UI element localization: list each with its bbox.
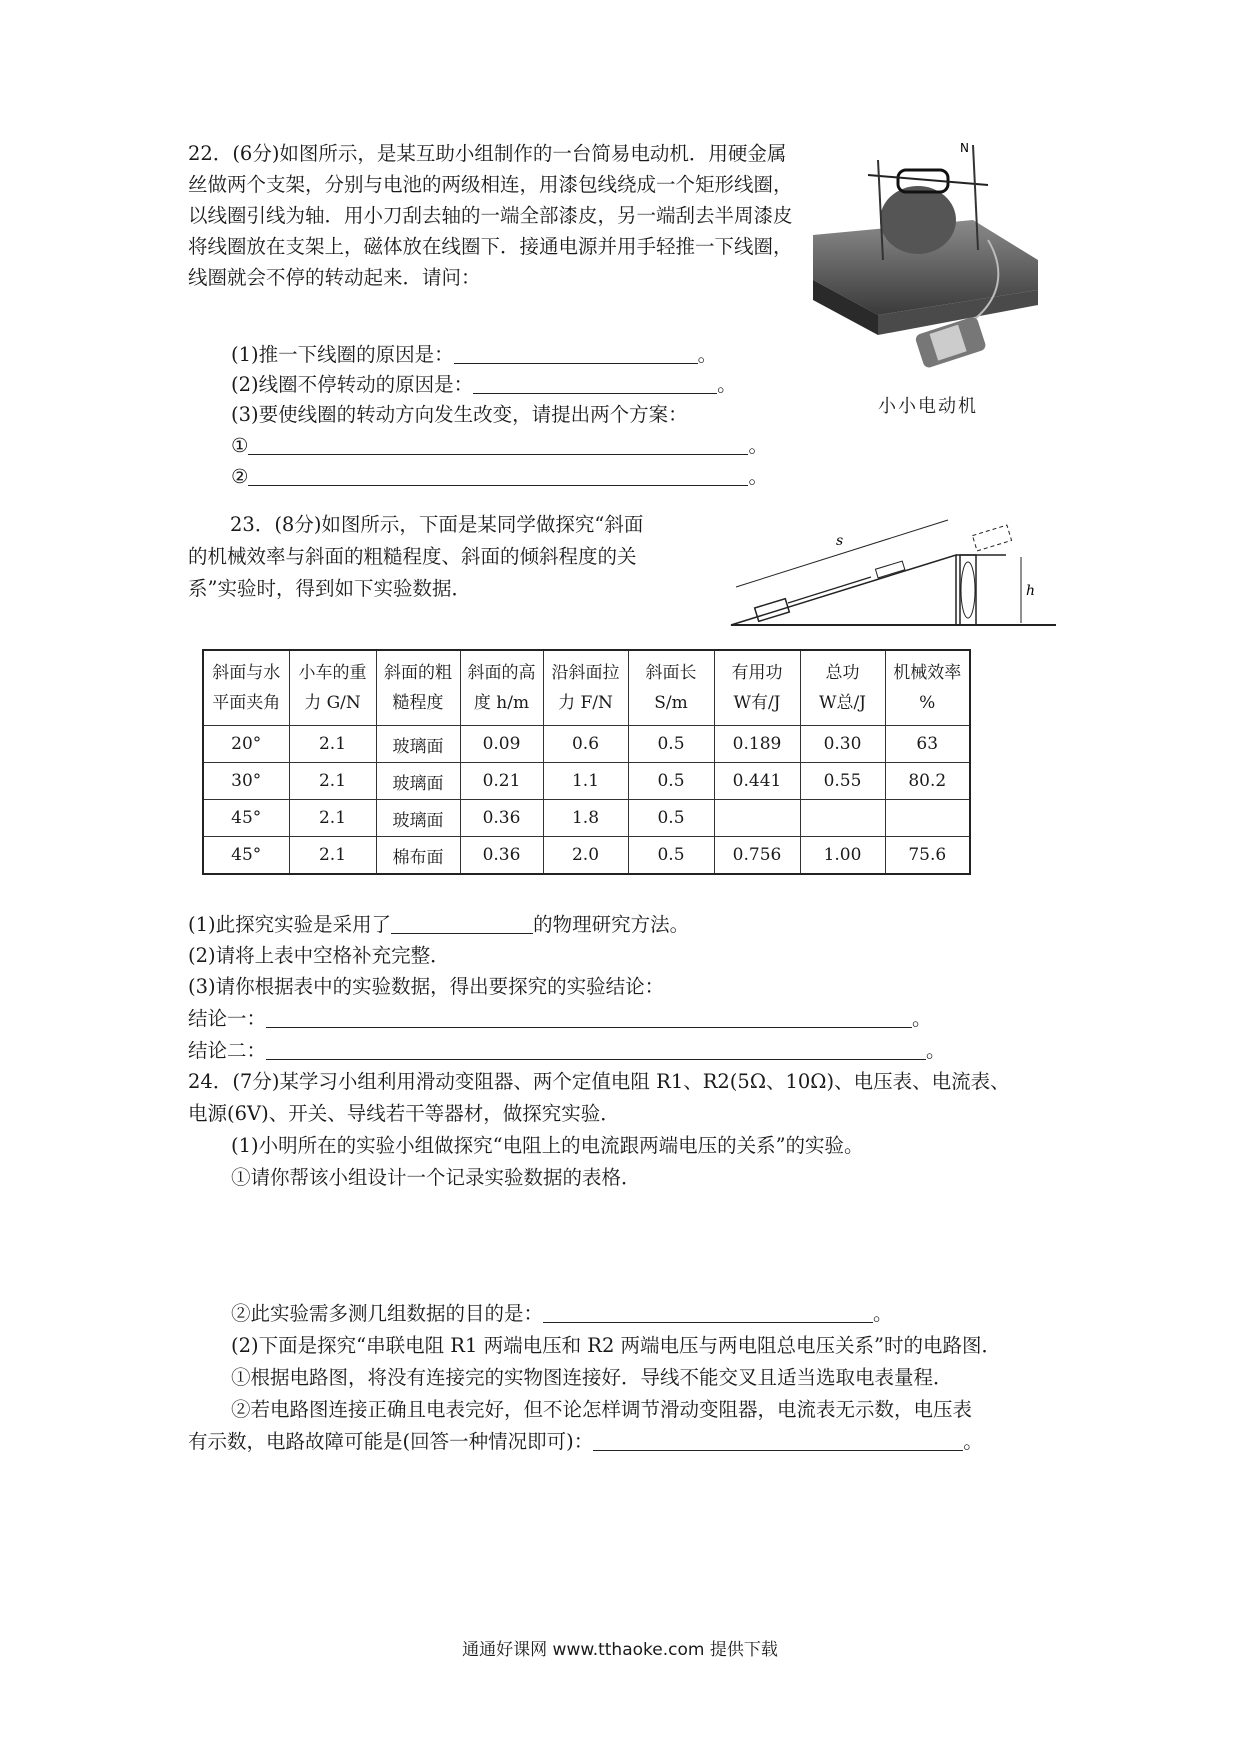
q23-line2: 的机械效率与斜面的粗糙程度、斜面的倾斜程度的关	[188, 545, 637, 568]
table-header-row	[203, 650, 970, 726]
table-header-cell: 斜面与水 平面夹角	[203, 650, 289, 726]
table-header-cell: 斜面的粗 糙程度	[376, 650, 460, 726]
q22-sub2-label: (2)线圈不停转动的原因是：	[231, 373, 474, 396]
q22-opt2-blank[interactable]	[248, 463, 748, 486]
incline-diagram	[716, 505, 1068, 633]
q22-sub2-blank[interactable]	[473, 371, 717, 394]
q22-sub1-label: (1)推一下线圈的原因是：	[231, 343, 454, 366]
q24-sub1: (1)小明所在的实验小组做探究“电阻上的电流跟两端电压的关系”的实验。	[231, 1134, 864, 1157]
q22-sub1	[231, 340, 717, 370]
q24-sub1b: ②此实验需多测几组数据的目的是： 。	[231, 1302, 893, 1325]
q23-method-blank[interactable]	[391, 911, 533, 934]
q23-sub2: (2)请将上表中空格补充完整．	[188, 944, 450, 967]
q24-line2: 电源(6V)、开关、导线若干等器材，做探究实验．	[188, 1102, 620, 1125]
incline-string	[788, 577, 871, 603]
motor-magnet	[880, 186, 956, 254]
q22-opt1	[231, 431, 768, 461]
q24-sub2b-line2: 有示数，电路故障可能是(回答一种情况即可)： 。	[188, 1430, 983, 1453]
table-empty-cell[interactable]	[714, 800, 800, 837]
table-row: 20° 2.1 玻璃面 0.09 0.6 0.5 0.189 0.30 63	[203, 726, 970, 763]
incline-slope	[731, 555, 956, 625]
q22-opt2-end: 。	[748, 465, 768, 488]
q22-opt1-blank[interactable]	[248, 432, 748, 455]
motor-photo	[808, 140, 1048, 395]
table-header-cell: 沿斜面拉 力 F/N	[543, 650, 628, 726]
page-footer: 通通好课网 www.tthaoke.com 提供下载	[462, 1640, 778, 1660]
q23-line1: 23．(8分)如图所示，下面是某同学做探究“斜面	[230, 513, 644, 536]
motor-caption: 小小电动机	[878, 396, 978, 417]
q22-sub2	[231, 370, 737, 400]
q22-sub2-end: 。	[717, 373, 737, 396]
table-header-cell: 机械效率 %	[885, 650, 970, 726]
conclusion2-blank[interactable]	[266, 1037, 926, 1060]
incline-s-arrow	[736, 520, 948, 587]
table-header-cell: 有用功 W有/J	[714, 650, 800, 726]
q24-line1: 24．(7分)某学习小组利用滑动变阻器、两个定值电阻 R1、R2(5Ω、10Ω)、电压表、电流表、	[188, 1070, 1010, 1093]
incline-cart	[755, 599, 790, 622]
incline-s-label: s	[836, 533, 844, 549]
q22-opt2	[231, 462, 768, 492]
incline-data-table	[202, 649, 971, 875]
table-row: 45° 2.1 玻璃面 0.36 1.8 0.5	[203, 800, 970, 837]
q23-conclusion2: 结论二： 。	[188, 1039, 946, 1062]
incline-support-hole	[961, 562, 975, 618]
q22-sub1-blank[interactable]	[454, 341, 698, 364]
q22-opt1-end: 。	[748, 434, 768, 457]
q23-conclusion1: 结论一： 。	[188, 1007, 932, 1030]
table-row: 30° 2.1 玻璃面 0.21 1.1 0.5 0.441 0.55 80.2	[203, 763, 970, 800]
table-header-cell: 斜面长 S/m	[628, 650, 714, 726]
q24-fault-blank[interactable]	[593, 1428, 963, 1451]
table-header-cell: 总功 W总/J	[800, 650, 885, 726]
incline-support	[960, 555, 976, 625]
incline-cart-dashed	[972, 525, 1011, 551]
q23-line3: 系”实验时，得到如下实验数据．	[188, 577, 471, 600]
table-header-cell: 小车的重 力 G/N	[289, 650, 376, 726]
q24-sub1a: ①请你帮该小组设计一个记录实验数据的表格．	[231, 1166, 641, 1189]
q22-stem: 22．(6分)如图所示，是某互助小组制作的一台简易电动机．用硬金属丝做两个支架，分别与电池的两级相连，用漆包线绕成一个矩形线圈，以线圈引线为轴．用小刀刮去轴的一端全部漆皮，另一端刮去半周漆皮将线圈放在支架上，磁体放在线圈下．接通电源并用手轻推一下线圈，线圈就会不停的转动起来．请问：	[188, 142, 793, 289]
q22-opt1-label: ①	[231, 434, 249, 457]
q22-opt2-label: ②	[231, 465, 249, 488]
table-header-cell: 斜面的高 度 h/m	[460, 650, 543, 726]
q23-sub1: (1)此探究实验是采用了 的物理研究方法。	[188, 913, 690, 936]
q23-sub3: (3)请你根据表中的实验数据，得出要探究的实验结论：	[188, 975, 665, 998]
q24-sub2a: ①根据电路图，将没有连接完的实物图连接好．导线不能交叉且适当选取电表量程．	[231, 1366, 953, 1389]
table-empty-cell[interactable]	[885, 800, 970, 837]
table-empty-cell[interactable]	[800, 800, 885, 837]
q22-sub3: (3)要使线圈的转动方向发生改变，请提出两个方案：	[231, 403, 688, 426]
incline-h-label: h	[1026, 583, 1036, 599]
q24-sub2b-line1: ②若电路图连接正确且电表完好，但不论怎样调节滑动变阻器，电流表无示数，电压表	[231, 1398, 973, 1421]
q24-purpose-blank[interactable]	[543, 1300, 873, 1323]
q24-sub2: (2)下面是探究“串联电阻 R1 两端电压和 R2 两端电压与两电阻总电压关系”时的电路图．	[231, 1334, 1002, 1357]
motor-axle	[868, 175, 988, 185]
motor-label-n: N	[960, 141, 969, 155]
conclusion1-blank[interactable]	[266, 1005, 912, 1028]
q22-sub1-end: 。	[697, 343, 718, 366]
table-row: 45° 2.1 棉布面 0.36 2.0 0.5 0.756 1.00 75.6	[203, 837, 970, 875]
